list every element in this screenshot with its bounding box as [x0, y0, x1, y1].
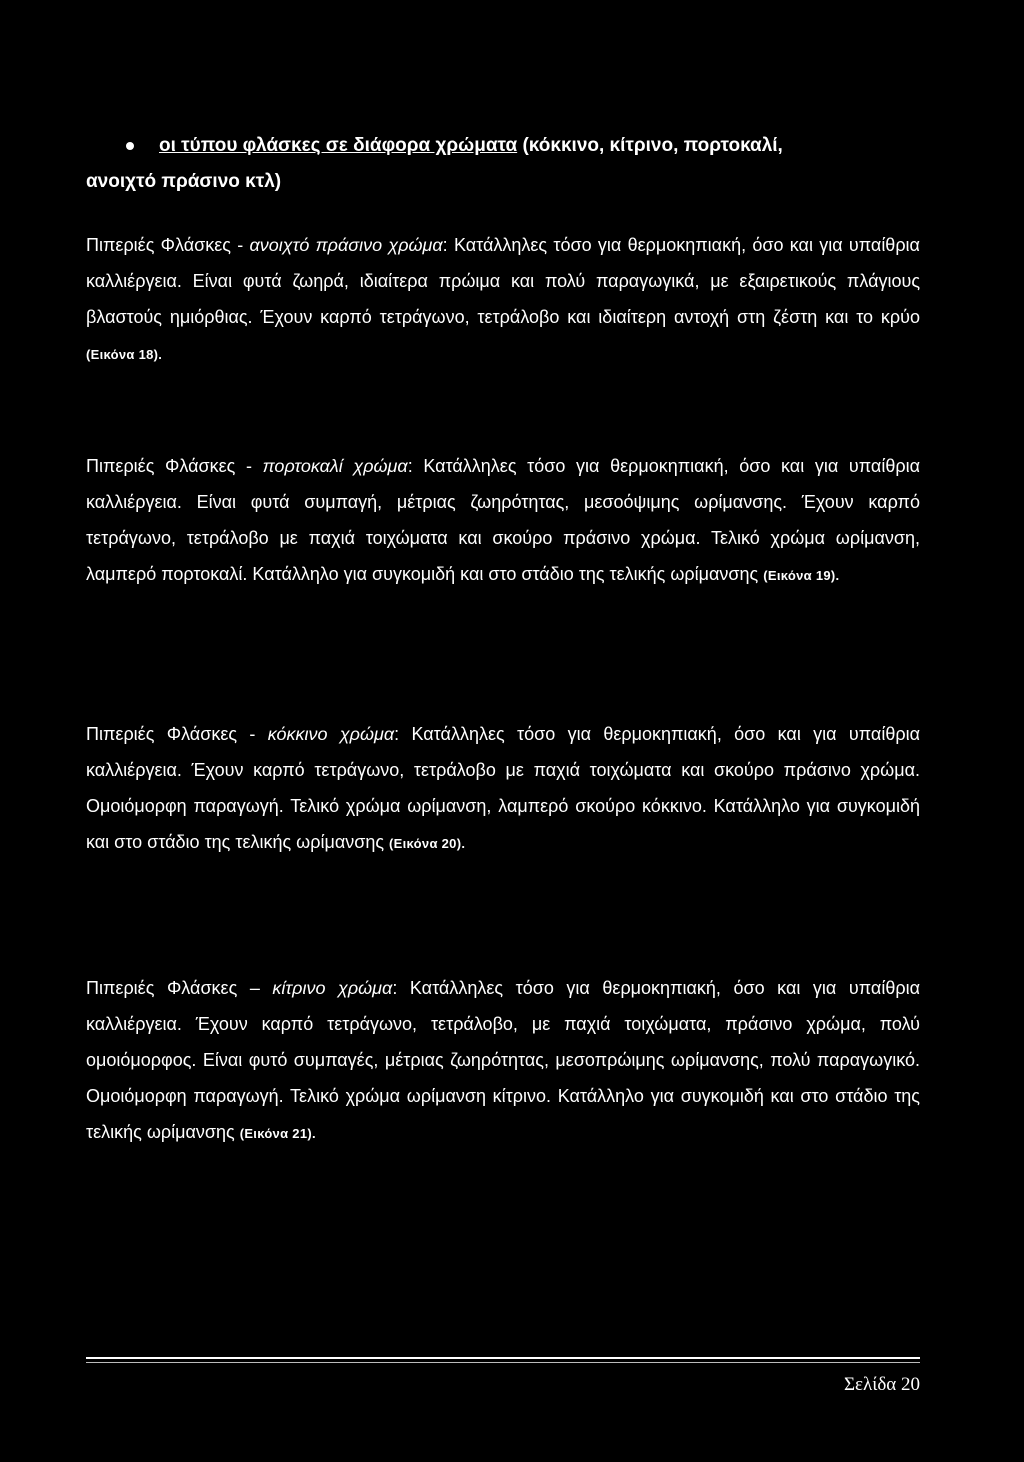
paragraph-lead: Πιπεριές Φλάσκες –: [86, 978, 273, 998]
footer-divider-thin: [86, 1362, 920, 1363]
section-heading: [86, 128, 936, 200]
paragraph-yellow: [86, 970, 920, 1152]
heading-text-line1: (κόκκινο, κίτρινο, πορτοκαλί,: [517, 135, 783, 156]
paragraph-lead: Πιπεριές Φλάσκες -: [86, 456, 263, 476]
paragraph-variety: κόκκινο χρώμα: [267, 724, 395, 744]
paragraph-lead: Πιπεριές Φλάσκες -: [86, 235, 250, 255]
page-number: Σελίδα 20: [843, 1374, 920, 1395]
paragraph-light-green: [86, 227, 920, 373]
figure-reference: (Εικόνα 19).: [763, 568, 840, 583]
figure-reference: (Εικόνα 21).: [239, 1126, 316, 1141]
paragraph-red: [86, 716, 920, 862]
paragraph-lead: Πιπεριές Φλάσκες -: [86, 724, 268, 744]
paragraph-variety: ανοιχτό πράσινο χρώμα: [249, 235, 443, 255]
heading-underlined-text: οι τύπου φλάσκες σε διάφορα χρώματα: [159, 135, 518, 156]
paragraph-orange: [86, 448, 920, 594]
paragraph-body: : Κατάλληλες τόσο για θερμοκηπιακή, όσο και για υπαίθρια καλλιέργεια. Είναι φυτά ζωηρά, ιδιαίτερα πρώιμα και πολύ παραγωγικά, με εξαιρετικούς πλάγιους βλαστούς ημιόρθιας. Έχουν καρπό τετράγωνο, τετράλοβο και ιδιαίτερη αντοχή στη ζέστη και το κρύο: [86, 235, 920, 327]
bullet-dot-icon: [126, 142, 134, 150]
heading-text-line2: ανοιχτό πράσινο κτλ): [86, 171, 282, 192]
paragraph-body: : Κατάλληλες τόσο για θερμοκηπιακή, όσο και για υπαίθρια καλλιέργεια. Έχουν καρπό τετράγωνο, τετράλοβο, με παχιά τοιχώματα, πράσινο χρώμα, πολύ ομοιόμορφος. Είναι φυτό συμπαγές, μέτριας ζωηρότητας, μεσοπρώιμης ωρίμανσης, πολύ παραγωγικό. Ομοιόμορφη παραγωγή. Τελικό χρώμα ωρίμανση κίτρινο. Κατάλληλο για συγκομιδή και στο στάδιο της τελικής ωρίμανσης: [86, 978, 920, 1142]
paragraph-variety: πορτοκαλί χρώμα: [262, 456, 408, 476]
paragraph-body: : Κατάλληλες τόσο για θερμοκηπιακή, όσο και για υπαίθρια καλλιέργεια. Έχουν καρπό τετράγωνο, τετράλοβο με παχιά τοιχώματα και σκούρο πράσινο χρώμα. Ομοιόμορφη παραγωγή. Τελικό χρώμα ωρίμανση, λαμπερό σκούρο κόκκινο. Κατάλληλο για συγκομιδή και στο στάδιο της τελικής ωρίμανσης: [86, 724, 920, 852]
footer-divider: [86, 1357, 920, 1359]
figure-reference: (Εικόνα 18).: [86, 347, 163, 362]
figure-reference: (Εικόνα 20).: [389, 836, 466, 851]
paragraph-body: : Κατάλληλες τόσο για θερμοκηπιακή, όσο και για υπαίθρια καλλιέργεια. Είναι φυτά συμπαγή, μέτριας ζωηρότητας, μεσοόψιμης ωρίμανσης. Έχουν καρπό τετράγωνο, τετράλοβο με παχιά τοιχώματα και σκούρο πράσινο χρώμα. Τελικό χρώμα ωρίμανση, λαμπερό πορτοκαλί. Κατάλληλο για συγκομιδή και στο στάδιο της τελικής ωρίμανσης: [86, 456, 920, 584]
paragraph-variety: κίτρινο χρώμα: [272, 978, 393, 998]
